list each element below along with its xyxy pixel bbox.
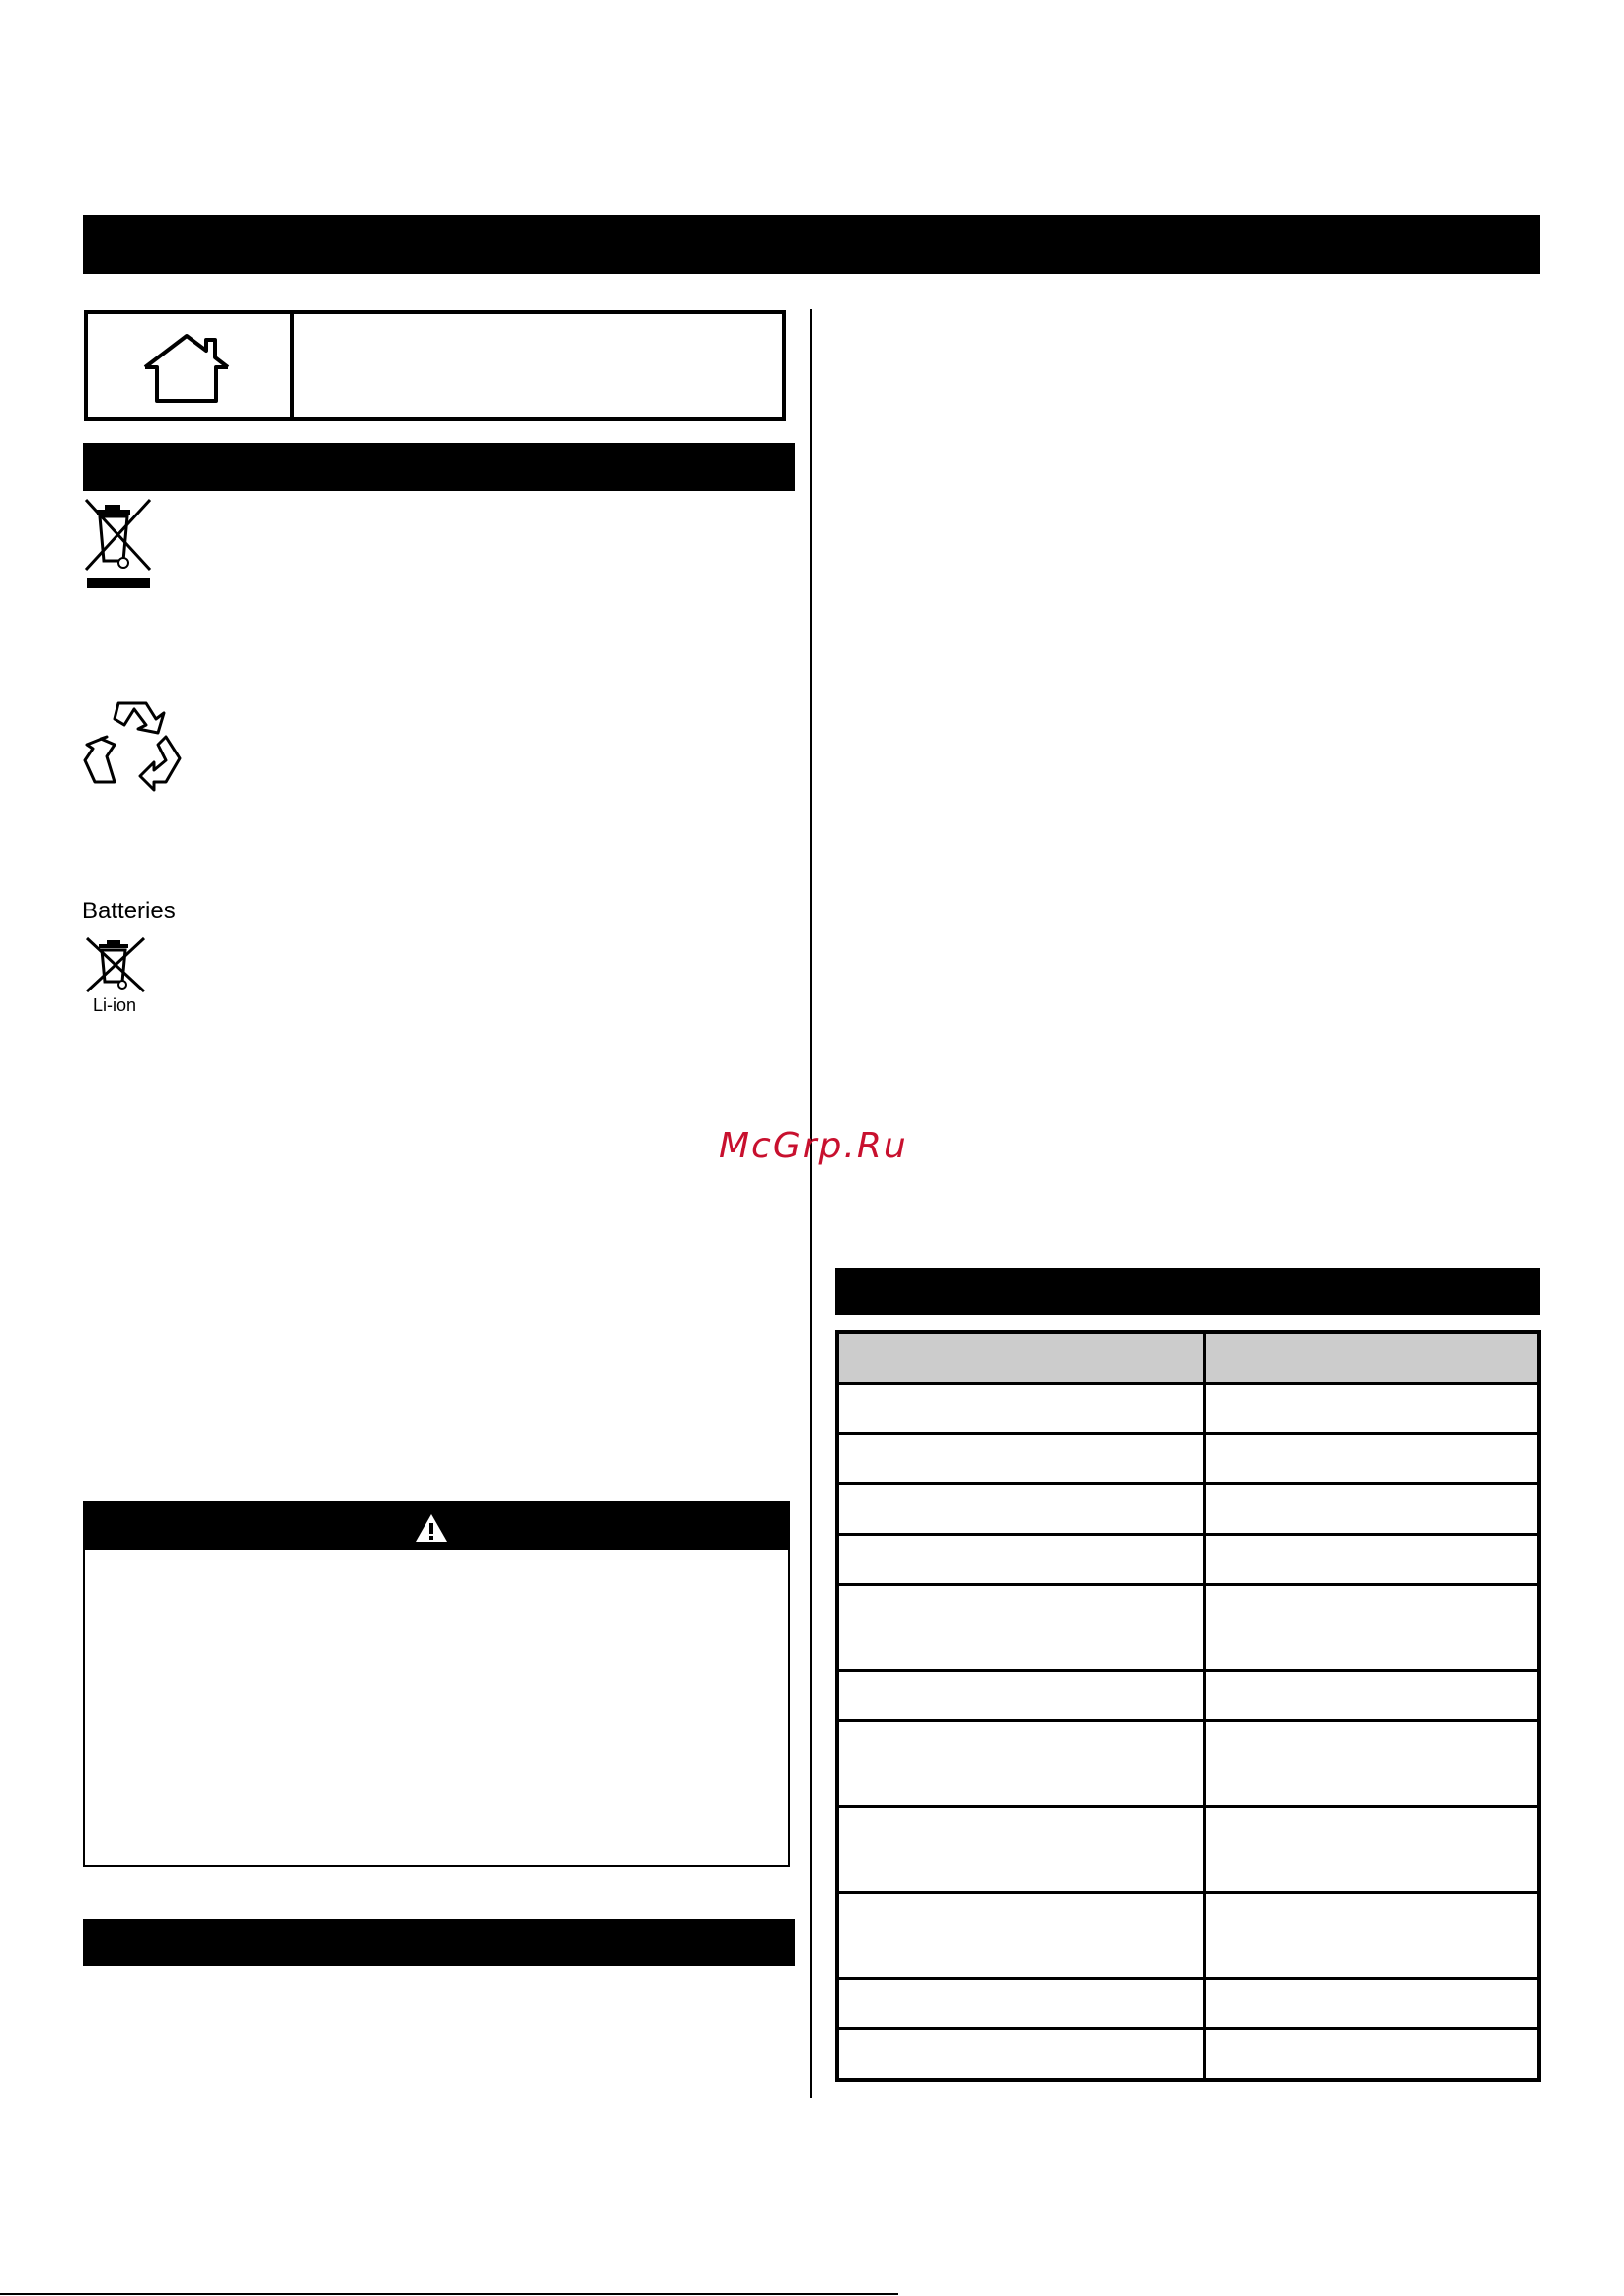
table-row — [837, 1384, 1539, 1434]
table-cell-label — [837, 1384, 1204, 1434]
table-cell-label — [837, 1979, 1204, 2029]
table-cell-label — [837, 1671, 1204, 1721]
table-row — [837, 1807, 1539, 1893]
table-cell-label — [837, 1585, 1204, 1671]
section-bar-environment — [83, 443, 795, 491]
table-row — [837, 1671, 1539, 1721]
table-cell-value — [1204, 1721, 1539, 1807]
page-header-bar — [83, 215, 1540, 274]
table-header-row — [837, 1332, 1539, 1384]
warning-triangle-icon — [414, 1512, 449, 1544]
table-row — [837, 1979, 1539, 2029]
table-row — [837, 1893, 1539, 1979]
table-row — [837, 1535, 1539, 1585]
li-ion-label: Li-ion — [93, 995, 137, 1015]
table-cell-value — [1204, 1979, 1539, 2029]
table-cell-value — [1204, 1671, 1539, 1721]
crossed-wheelie-bin-icon — [85, 936, 148, 995]
warning-box — [83, 1501, 790, 1867]
table-row — [837, 1484, 1539, 1535]
section-bar-bottom — [83, 1919, 795, 1966]
table-cell-label — [837, 1893, 1204, 1979]
table-cell-value — [1204, 1384, 1539, 1434]
table-cell-label — [837, 1484, 1204, 1535]
table-cell-label — [837, 1434, 1204, 1484]
table-cell-value — [1204, 1585, 1539, 1671]
section-bar-specifications — [835, 1268, 1540, 1315]
crossed-wheelie-bin-icon — [83, 497, 154, 590]
table-row — [837, 1585, 1539, 1671]
table-cell-label — [837, 2029, 1204, 2081]
table-cell-value — [1204, 1535, 1539, 1585]
table-cell-value — [1204, 2029, 1539, 2081]
table-header-cell — [1204, 1332, 1539, 1384]
footer-rule — [0, 2293, 898, 2295]
table-cell-value — [1204, 1484, 1539, 1535]
batteries-heading: Batteries — [82, 898, 176, 924]
table-row — [837, 1721, 1539, 1807]
column-divider — [810, 309, 812, 2098]
table-header-cell — [837, 1332, 1204, 1384]
table-row — [837, 2029, 1539, 2081]
table-cell-value — [1204, 1893, 1539, 1979]
table-cell-value — [1204, 1807, 1539, 1893]
table-row — [837, 1434, 1539, 1484]
table-cell-value — [1204, 1434, 1539, 1484]
indoor-use-divider — [290, 314, 294, 417]
house-icon — [137, 332, 236, 403]
watermark: McGrp.Ru — [719, 1126, 908, 1166]
table-cell-label — [837, 1535, 1204, 1585]
table-cell-label — [837, 1807, 1204, 1893]
indoor-use-box — [84, 310, 786, 421]
table-cell-label — [837, 1721, 1204, 1807]
recycle-icon — [81, 699, 186, 802]
specifications-table — [835, 1330, 1541, 2082]
